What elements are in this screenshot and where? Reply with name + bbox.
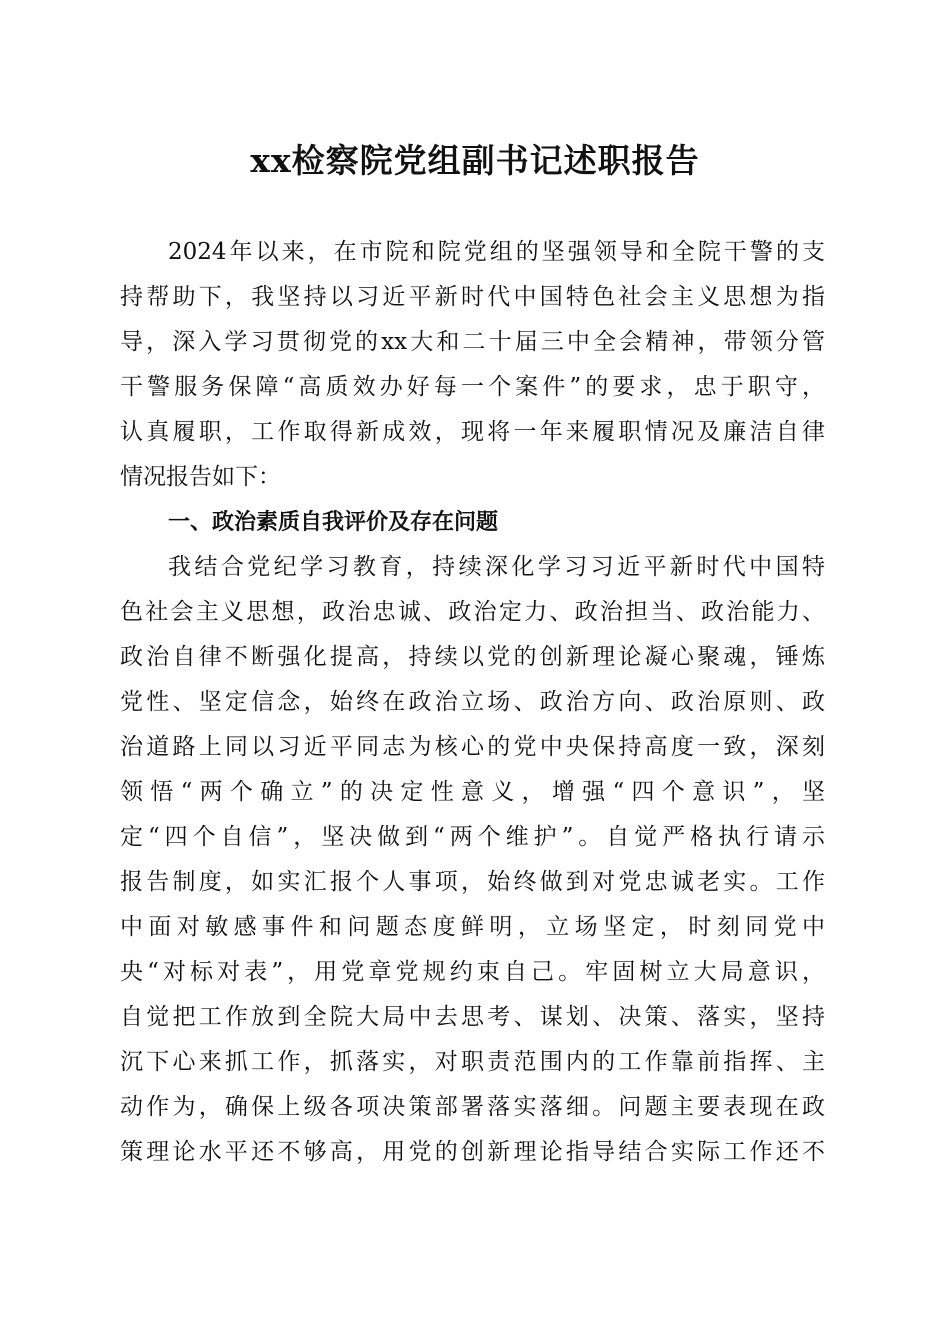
document-title: xx检察院党组副书记述职报告 (250, 141, 700, 180)
paragraph-line: 策理论水平还不够高，用党的创新理论指导结合实际工作还不 (120, 1139, 825, 1165)
paragraph-line: 领悟“两个确立”的决定性意义，增强“四个意识”，坚 (120, 779, 825, 805)
document-body (120, 230, 825, 1175)
paragraph-line: 色社会主义思想，政治忠诚、政治定力、政治担当、政治能力、 (120, 599, 825, 625)
paragraph-line: 政治自律不断强化提高，持续以党的创新理论凝心聚魂，锤炼 (120, 644, 825, 670)
paragraph-line: 认真履职，工作取得新成效，现将一年来履职情况及廉洁自律 (120, 419, 825, 445)
paragraph-line: 治道路上同以习近平同志为核心的党中央保持高度一致，深刻 (120, 734, 825, 760)
paragraph-line: 导，深入学习贯彻党的xx大和二十届三中全会精神，带领分管 (120, 329, 825, 355)
section1-paragraph (120, 545, 825, 1175)
intro-paragraph (120, 230, 825, 500)
paragraph-line: 2024年以来，在市院和院党组的坚强领导和全院干警的支 (168, 239, 825, 265)
paragraph-line: 干警服务保障“高质效办好每一个案件”的要求，忠于职守， (120, 374, 825, 400)
paragraph-line: 我结合党纪学习教育，持续深化学习习近平新时代中国特 (168, 554, 825, 580)
section-heading: 一、政治素质自我评价及存在问题 (168, 510, 499, 535)
paragraph-line: 持帮助下，我坚持以习近平新时代中国特色社会主义思想为指 (120, 284, 825, 310)
paragraph-line: 党性、坚定信念，始终在政治立场、政治方向、政治原则、政 (120, 689, 825, 715)
paragraph-line: 中面对敏感事件和问题态度鲜明，立场坚定，时刻同党中 (120, 914, 825, 940)
paragraph-line: 央“对标对表”，用党章党规约束自己。牢固树立大局意识， (120, 959, 825, 985)
paragraph-line: 沉下心来抓工作，抓落实，对职责范围内的工作靠前指挥、主 (120, 1049, 825, 1075)
paragraph-line: 情况报告如下： (120, 464, 281, 490)
paragraph-line: 动作为，确保上级各项决策部署落实落细。问题主要表现在政 (120, 1094, 825, 1120)
paragraph-line: 定“四个自信”，坚决做到“两个维护”。自觉严格执行请示 (120, 824, 825, 850)
paragraph-line: 报告制度，如实汇报个人事项，始终做到对党忠诚老实。工作 (120, 869, 825, 895)
paragraph-line: 自觉把工作放到全院大局中去思考、谋划、决策、落实，坚持 (120, 1004, 825, 1030)
